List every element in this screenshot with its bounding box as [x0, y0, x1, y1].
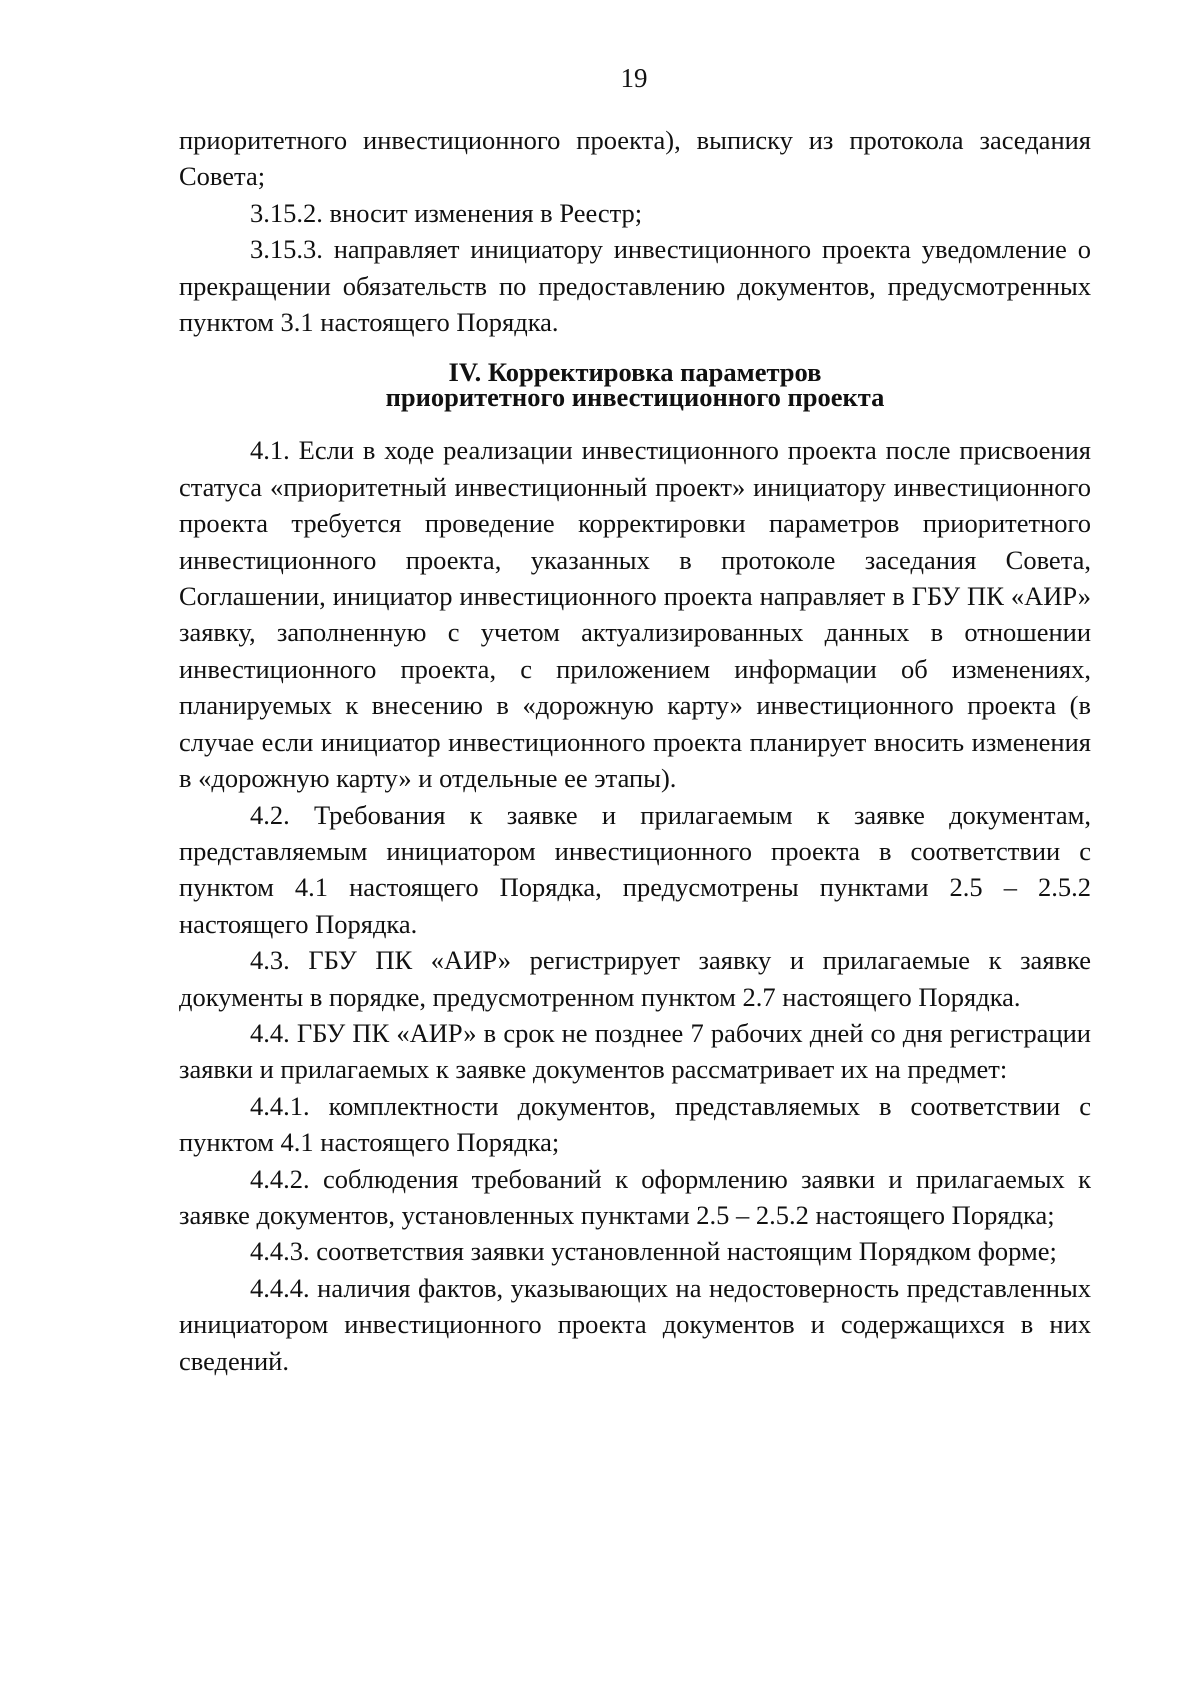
section-heading-line2: приоритетного инвестиционного проекта [385, 382, 885, 413]
paragraph-4-1: 4.1. Если в ходе реализации инвестиционного проекта после присвоения статуса «приоритетный инвестиционный проект» инициатору инвестиционного проекта требуется проведение корректировки параметров приоритетного инвестиционного проекта, указанных в протоколе заседания Совета, Соглашении, инициатор инвестиционного проекта направляет в ГБУ ПК «АИР» заявку, заполненную с учетом актуализированных данных в отношении инвестиционного проекта, с приложением информации об изменениях, планируемых к внесению в «дорожную карту» инвестиционного проекта (в случае если инициатор инвестиционного проекта планирует вносить изменения в «дорожную карту» и отдельные ее этапы). [179, 435, 1091, 794]
paragraph-4-4-3: 4.4.3. соответствия заявки установленной настоящим Порядком форме; [250, 1236, 1057, 1267]
paragraph-4-4-2: 4.4.2. соблюдения требований к оформлению заявки и прилагаемых к заявке документов, установленных пунктами 2.5 – 2.5.2 настоящего Порядка; [179, 1163, 1091, 1230]
paragraph-4-3: 4.3. ГБУ ПК «АИР» регистрирует заявку и прилагаемые к заявке документы в порядке, предусмотренном пунктом 2.7 настоящего Порядка. [179, 945, 1091, 1012]
page-number: 19 [620, 63, 648, 93]
document-body [179, 122, 1091, 1379]
section-heading [179, 357, 1091, 413]
paragraph-4-4: 4.4. ГБУ ПК «АИР» в срок не позднее 7 рабочих дней со дня регистрации заявки и прилагаемых к заявке документов рассматривает их на предмет: [179, 1017, 1091, 1085]
paragraph-4-4-4: 4.4.4. наличия фактов, указывающих на недостоверность представленных инициатором инвестиционного проекта документов и содержащихся в них сведений. [179, 1272, 1091, 1376]
paragraph-continuation: приоритетного инвестиционного проекта), выписку из протокола заседания Совета; [179, 125, 1091, 192]
paragraph-3-15-3: 3.15.3. направляет инициатору инвестиционного проекта уведомление о прекращении обязательств по предоставлению документов, предусмотренных пунктом 3.1 настоящего Порядка. [179, 234, 1091, 338]
paragraph-4-2: 4.2. Требования к заявке и прилагаемым к заявке документам, представляемым инициатором инвестиционного проекта в соответствии с пунктом 4.1 настоящего Порядка, предусмотрены пунктами 2.5 – 2.5.2 настоящего Порядка. [179, 799, 1091, 939]
paragraph-4-4-1: 4.4.1. комплектности документов, представляемых в соответствии с пунктом 4.1 настоящего Порядка; [179, 1090, 1091, 1158]
section-heading-line1: IV. Корректировка параметров [448, 357, 822, 388]
paragraph-3-15-2: 3.15.2. вносит изменения в Реестр; [250, 197, 643, 228]
